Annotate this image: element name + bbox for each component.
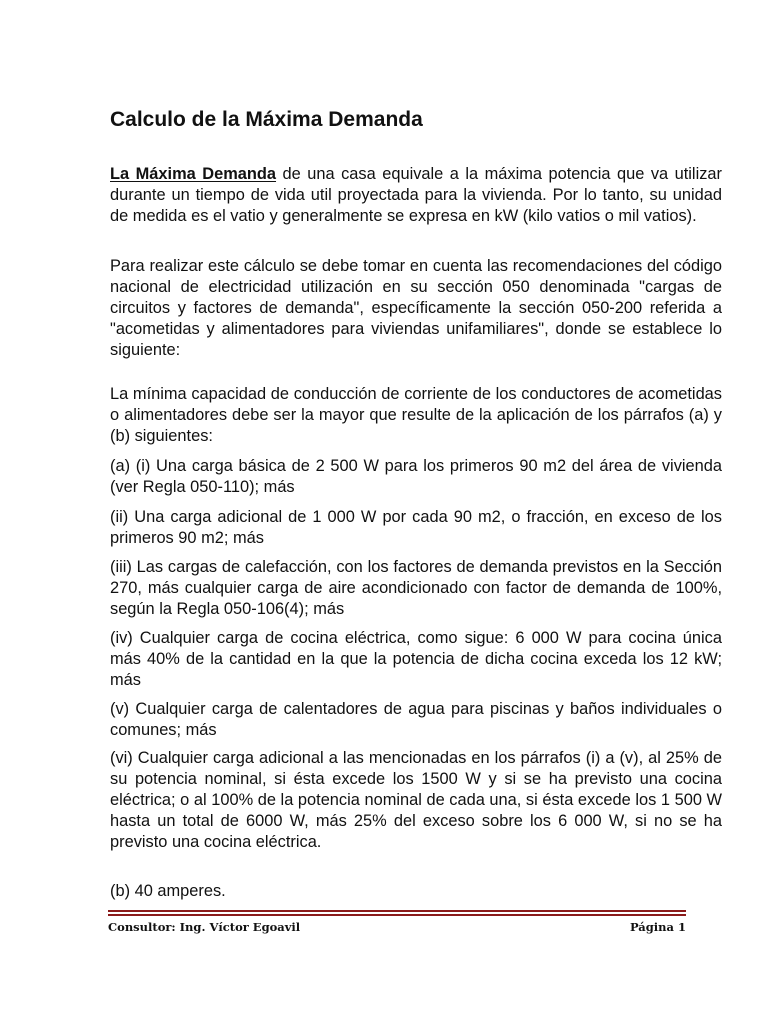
list-item-b: (b) 40 amperes.	[110, 882, 226, 900]
footer-consultant: Consultor: Ing. Víctor Egoavil	[108, 920, 301, 934]
intro-term: La Máxima Demanda	[110, 165, 277, 183]
list-item-vi: (vi) Cualquier carga adicional a las mencionadas en los párrafos (i) a (v), al 25% de su potencia nominal, si ésta excede los 1500 W y si se ha previsto una cocina eléctrica; o al 100% de la potencia nominal de cada una, si ésta excede los 1 500 W hasta un total de 6000 W, más 25% del exceso sobre los 6 000 W, si no se ha previsto una cocina eléctrica.	[110, 749, 722, 851]
paragraph-3: La mínima capacidad de conducción de corriente de los conductores de acometidas o alimentadores debe ser la mayor que resulte de la aplicación de los párrafos (a) y (b) siguientes:	[110, 385, 722, 445]
intro-paragraph	[110, 164, 722, 227]
page-footer	[108, 920, 686, 934]
list-item-iii: (iii) Las cargas de calefacción, con los factores de demanda previstos en la Sección 270, más cualquier carga de aire acondicionado con factor de demanda de 100%, según la Regla 050-106(4); más	[110, 558, 722, 618]
footer-page-number: Página 1	[629, 920, 686, 934]
document-title: Calculo de la Máxima Demanda	[110, 108, 423, 131]
intro-text: de una casa equivale a la máxima potencia que va utilizar durante un tiempo de vida util proyectada para la vivienda. Por lo tanto, su unidad de medida es el vatio y generalmente se expresa en kW (kilo vatios o mil vatios).	[110, 165, 722, 225]
list-item-ii: (ii) Una carga adicional de 1 000 W por cada 90 m2, o fracción, en exceso de los primeros 90 m2; más	[110, 508, 722, 547]
footer-rule-top	[108, 910, 686, 912]
list-item-v: (v) Cualquier carga de calentadores de agua para piscinas y baños individuales o comunes; más	[110, 700, 722, 739]
paragraph-2: Para realizar este cálculo se debe tomar en cuenta las recomendaciones del código nacional de electricidad utilización en su sección 050 denominada "cargas de circuitos y factores de demanda", específicamente la sección 050-200 referida a "acometidas y alimentadores para viviendas unifamiliares", donde se establece lo siguiente:	[110, 257, 722, 359]
footer-rule-bottom	[108, 914, 686, 916]
list-item-iv: (iv) Cualquier carga de cocina eléctrica, como sigue: 6 000 W para cocina única más 40% de la cantidad en la que la potencia de dicha cocina exceda los 12 kW; más	[110, 629, 722, 689]
list-item-a-i: (a) (i) Una carga básica de 2 500 W para los primeros 90 m2 del área de vivienda (ver Regla 050-110); más	[110, 457, 722, 496]
